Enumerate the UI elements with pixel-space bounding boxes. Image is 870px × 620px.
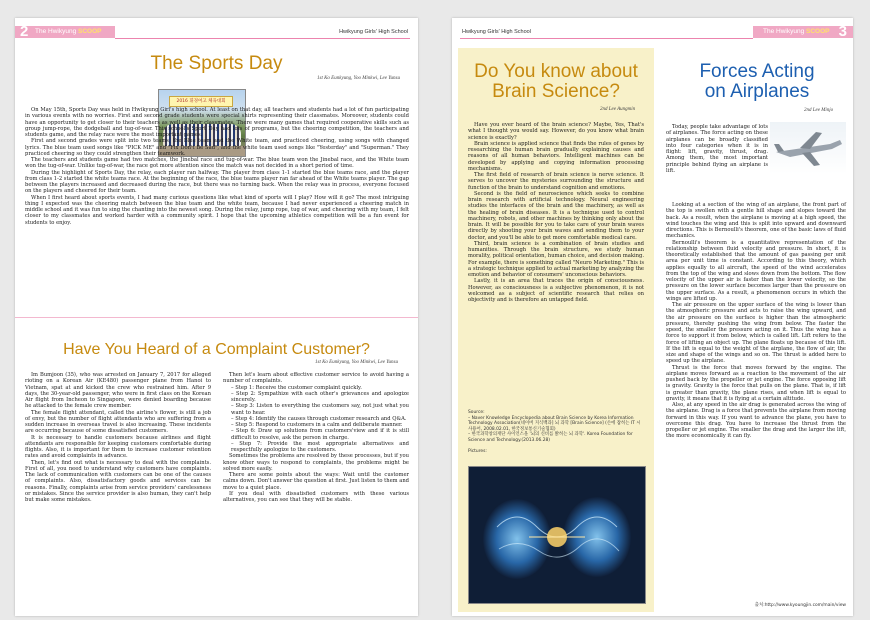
left-header-scoop: SCOOP	[78, 28, 102, 35]
right-header-scoop: SCOOP	[806, 28, 830, 35]
right-header-title: The Hwikyung	[763, 28, 805, 35]
left-header-rule	[115, 38, 410, 39]
sports-day-banner: 2016 휘경여고 체육대회	[169, 96, 233, 107]
brain-source-label: Source:	[468, 410, 485, 415]
sports-day-paragraph-3: The teachers and students game had two matches, the Jinebal race and tug-of-war. The blue team won the Jinebal race, and the White team won the tug-of-war. Unlike tug-of-war, the race got more attention since the match was not decided in a short period of time.	[25, 157, 409, 170]
airplanes-paragraph-4: Thrust is the force that moves forward by the engine. The airplane moves forward as a reaction to the movement of the air pushed back by the propeller or jet engine. The force opposing lift is gravity. Gravity is the force that pulls on the plane. That is, if lift is greater than gravity, the plane rises, and when lift is equal to gravity, it means that it is flying at a certain altitude.	[666, 364, 846, 402]
complaint-outro-1: Sometimes the problems are resolved by these processes, but if you know other ways to respond to complaints, the problems might be solved more easily.	[223, 453, 409, 472]
complaint-step-2: – Step 2: Sympathize with each other's grievances and apologize sincerely.	[231, 390, 409, 403]
brain-title-line-1: Do You know about	[474, 61, 638, 82]
brain-author: 2nd Lee Aungmin	[600, 107, 636, 112]
brain-paragraph-4: Second is the field of neuroscience which seeks to combine brain research with artificial technology. Neural engineering studies the interfaces of the brain and the machinery, as well as the healing of brain diseases. It is a technique used to control machinery, robots, and other machines by thinking only about the brain. It will be possible for you to take care of your brain waves directly by shooting your brain waves and sending them to your doctor, and you'll be able to get more comfortable medical care.	[468, 190, 644, 241]
airplanes-intro-paragraph: Today, people take advantage of lots of airplanes. The force acting on these airplanes can be broadly classified into four categories when it is in flight: lift, gravity, thrust, drag. Among them, the most important principle behind flying an airplane is lift.	[666, 124, 768, 174]
brain-title-line-2: Brain Science?	[492, 81, 620, 102]
airplane-illustration	[770, 122, 846, 174]
complaint-step-5: – Step 5: Respond to customers in a calm and deliberate manner.	[231, 422, 403, 428]
section-divider	[15, 317, 418, 318]
brain-head-left	[483, 499, 551, 579]
right-page	[452, 18, 853, 616]
brain-paragraph-5: Third, brain science is a combination of brain studies and humanities. Through the brain structure, we study human morality, political orientation, human choice, and decision making. For example, there is something called "Neuro Marketing." This is a strategic technique applied to actual marketing by analyzing the emotion and behavior of consumers' unconscious behaviors.	[468, 240, 644, 278]
brain-pictures-label: Pictures:	[468, 448, 487, 454]
complaint-step-4: – Step 4: Identify the causes through customer research and Q&A.	[231, 415, 407, 422]
complaint-column-2	[223, 372, 409, 503]
sports-day-paragraph-1: On May 15th, Sports Day was held in Hwikyung Girl's high school. At least on that day, all teachers and students had a lot of fun participating in various events with no worries. First and second grade students were special shirts representing their classmates. Moreover, students could have an opportunity to get closer to their teachers as well as their classmates. There were many games that required cooperative skills such as group jump-rope, the dodgeball and tug-of-war. This school's Sport Day had lots of programs, but the cheering competition, the teachers and students game, and the relay race were the most important games.	[25, 107, 409, 138]
airplanes-source: 출처:http://www.kyoungjin.com/main/view	[754, 603, 846, 608]
left-header-school: Hwikyung Girls' High School	[339, 29, 408, 35]
sports-day-title: The Sports Day	[150, 53, 283, 74]
left-header-bar	[15, 26, 115, 38]
airplanes-paragraph-1: Looking at a section of the wing of an airplane, the front part of the top is swollen with a gentle hill shape and slopes toward the back. As a result, when the airplane is moving at a high speed, the wind touches the wing and this is split into upward and downward directions. This is Bernoulli's theorem, one of the basic laws of fluid mechanics.	[666, 202, 846, 240]
complaint-c1-paragraph-1: Im Bumjoon (35), who was arrested on January 7, 2017 for alleged rioting on a Korean Air (KE480) passenger plane from Hanoi to Vietnam, spat at and kicked the crew who restrained him. After 9 days, the 30-year-old passenger, who were in first class on the Korean Air flight from Incheon to Singapore, were denied boarding because he attacked to the female crew member.	[25, 372, 211, 410]
sports-day-text	[25, 107, 409, 226]
brain-illustration	[469, 467, 645, 603]
sports-day-paragraph-4: During the highlight of Sports Day, the relay, each player ran halfway. The player from class 1-1 started the blue teams race, and the player from class 1-2 started the white teams race. At the beginning of the race, the blue teams player ran far ahead of the White teams player. The gap between the players increased and decreased during the race, but there was no turning back. When the relay was in process, everyone focused on the players and cheered for their team.	[25, 169, 409, 195]
airplanes-title-line-1: Forces Acting	[699, 61, 815, 82]
complaint-c1-paragraph-2: The female flight attendant, called the airline's flower, is still a job of envy, but the number of flight attendants who are suffering from a sudden increase in overseas travel is also increasing. These incidents are occurring because of some dissatisfied customers.	[25, 409, 211, 435]
brain-paragraph-1: Have you ever heard of the brain science? Maybe, Yes, That's what I thought you would say. However, do you know what brain science is exactly?	[468, 122, 644, 141]
airplanes-author: 2nd Lee Minjo	[804, 108, 834, 113]
brain-text	[468, 122, 644, 303]
complaint-step-7: – Step 7: Provide the most appropriate alternatives and respectfully apologize to the customers.	[231, 440, 409, 453]
brain-paragraph-6: Lastly, it is an area that traces the origin of consciousness. However, as consciousness is a subjective phenomenon, it is not welcomed as a subject of scientific research that relies on objectivity and is therefore an untapped field.	[468, 278, 644, 303]
complaint-title: Have You Heard of a Complaint Customer?	[63, 341, 370, 358]
airplanes-paragraph-2: Bernoulli's theorem is a quantitative representation of the relationship between fluid velocity and pressure. In short, it is theoretically established that the amount of gas passing per unit area per unit time is constant. According to this theory, which applies equally to all aircraft, the speed of the wind accelerates from the top of the wing and slows down from the bottom. The flow velocity of the upper air is faster than the lower velocity, so the pressure on the lower surface becomes larger than the pressure on the upper surface. As a result, a phenomenon occurs in which the wings are lifted up.	[666, 239, 846, 302]
brain-paragraph-3: The first field of research of brain science is nerve science. It serves to uncover the mysteries surrounding the structure and function of the brain to understand cognition and emotions.	[468, 172, 644, 191]
complaint-outro-2: There are some points about the ways: Wait until the customer calms down. Don't answer the question at first. Just listen to them and move to a quiet place.	[223, 472, 409, 491]
airplanes-title-line-2: on Airplanes	[704, 81, 810, 102]
brain-source-2: – 한국과학창의재단 사이언스올 '뇌의 신비를 밝히는 뇌 과학'. Korea Foundation for Science and Technology.(2013.06.28)	[468, 432, 633, 443]
sports-day-author: 1st Ko Eunkyung, Yoo Minkwi, Lee Yunsu	[317, 76, 400, 81]
airplanes-intro	[666, 124, 768, 174]
left-header	[15, 24, 418, 40]
right-header-rule	[460, 38, 753, 39]
brain-source-1: – Naver Knowledge Encyclopedia about Brain Science by Korea Information Technology Association(네이버 지식백과] 뇌 과학 [Brain Science] (손에 잡히는 IT 시사용어, 2008.02.01, 한국정보통신기술협회)	[468, 415, 641, 432]
complaint-step-6: – Step 6: Draw up solutions from customers'view and if it is still difficult to resolve, ask the person in charge.	[231, 428, 409, 441]
brain-sources	[468, 410, 644, 454]
left-page	[15, 18, 418, 616]
complaint-outro-3: If you deal with dissatisfied customers with these various alternatives, you can see that they will be stable.	[223, 490, 409, 503]
sports-day-paragraph-2: First and second grades were split into two teams, the Blue team and the White team, and practiced cheering, using songs with changed lyrics. The blue team used songs like "PICK ME" and "Fix Don't Be Sad", and the white team used songs like "Yesterday" and "Superman." They practiced cheering so they could strengthen their teamwork.	[25, 138, 409, 157]
left-page-number: 2	[20, 23, 29, 40]
airplanes-paragraph-3: The air pressure on the upper surface of the wing is lower than the atmospheric pressure and acts to raise the wing upward, and the air pressure on the surface is higher than the atmospheric pressure, thereby pushing the wing from below. The faster the speed, the smaller the pressure acting on it. Thus the wing has a force to support it from below, which is called lift. Lift refers to the force of lifting an object up. The plane floats up because of this lift. If the lift is equal to the weight of the airplane, the flow of air, the size and shape of the wings and so on. The thrust is added here to speed up the airplane.	[666, 302, 846, 365]
complaint-column-1	[25, 372, 211, 503]
complaint-c1-paragraph-3: It is necessary to handle customers because airlines and flight attendants are responsible for keeping customers comfortable during flights. Also, it is important for them to increase customer retention rates and avoid complaints in advance.	[25, 434, 211, 460]
complaint-author: 1st Ko Eunkyung, Yoo Minkwi, Lee Yunsu	[315, 360, 398, 365]
complaint-step-1: – Step 1: Receive the customer complaint quickly.	[231, 384, 362, 391]
right-header	[452, 24, 853, 40]
airplanes-text	[666, 202, 846, 440]
complaint-step-3: – Step 3: Listen to everything the customers say, not just what you want to hear.	[231, 403, 409, 416]
complaint-c1-paragraph-4: Then, let's find out what is necessary to deal with the complaints. First of all, you need to understand why customers have complaints. The lack of communication with customers can be one of the causes of complaints. Also, dissatisfactory goods and services can be reasons. Finally, complaints arise from service providers' carelessness or mistakes. Since the service provider is also human, they can't help but make some mistakes.	[25, 459, 211, 503]
complaint-intro: Then let's learn about effective customer service to avoid having a number of complaints.	[223, 372, 409, 385]
brain-photo	[468, 466, 646, 604]
brain-paragraph-2: Brain science is applied science that finds the rules of genes by researching the human brain gradually explaining causes and reasons of all human behaviors. Intelligent machines can be developed by applying and copying information processing mechanisms.	[468, 140, 644, 172]
right-header-school: Hwikyung Girls' High School	[462, 29, 531, 35]
airplanes-paragraph-5: Also, at any speed in the air drag is generated across the wing of the airplane. Drag is a force that prevents the airplane from moving forward in this way. If you want to advance the plane, you have to overcome this drag. You have to increase the thrust from the propeller or jet engine. The smaller the drag and the larger the lift, the more economically it can fly.	[666, 402, 846, 440]
airplane-photo	[770, 122, 846, 174]
right-page-number: 3	[838, 23, 847, 40]
left-header-title: The Hwikyung	[35, 28, 77, 35]
sports-day-paragraph-5: When I first heard about sports events, I had many curious questions like what kind of sports will I play? How will it go? The most intriguing thing I expected was the cheering match between the blue team and the white team, because I had never experienced a cheering match in middle school and it was fun to sing the chanting into the newest song. During the relay, jump rope, tug of war, and cheering with my team, I felt closer to my classmates and worked harder with a community spirit. I hope that the upcoming athletics competition will be a fun event for students to enjoy.	[25, 194, 409, 226]
